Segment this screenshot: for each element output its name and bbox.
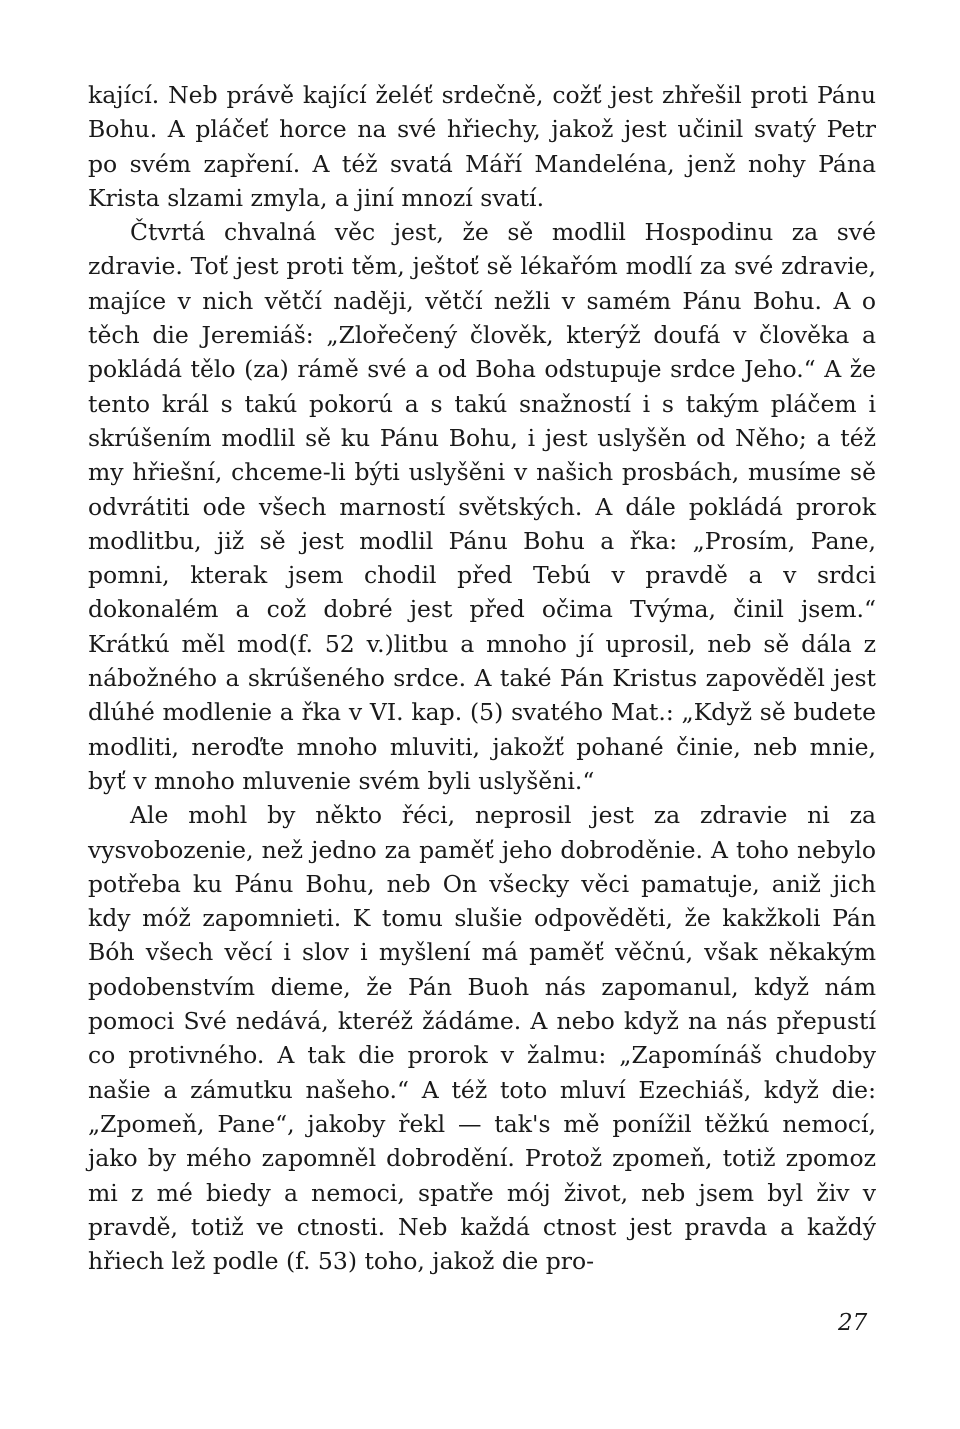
paragraph-2: Čtvrtá chvalná věc jest, že sě modlil Hospodinu za své zdravie. Toť jest proti těm, ještoť sě lékařóm modlí za své zdravie, majíce v nich větčí naději, větčí nežli v samém Pánu Bohu. A o těch die Jeremiáš: „Zlořečený člověk, kterýž doufá v člověka a pokládá tělo (za) rámě své a od Boha odstupuje srdce Jeho.“ A že tento král s takú pokorú a s takú snažností i s takým pláčem i skrúšením modlil sě ku Pánu Bohu, i jest uslyšěn od Něho; a též my hřiešní, chceme-li býti uslyšěni v našich prosbách, musíme sě odvrátiti ode všech marností světských. A dále pokládá prorok modlitbu, již sě jest modlil Pánu Bohu a řka: „Prosím, Pane, pomni, kterak jsem chodil před Tebú v pravdě a v srdci dokonalém a což dobré jest před očima Tvýma, činil jsem.“ Krátkú měl mod(f. 52 v.)litbu a mnoho jí uprosil, neb sě dála z nábožného a skrúšeného srdce. A také Pán Kristus zapověděl jest dlúhé modlenie a řka v VI. kap. (5) svatého Mat.: „Když sě budete modliti, neroďte mnoho mluviti, jakožť pohané činie, neb mnie, byť v mnoho mluvenie svém byli uslyšěni.“: [88, 218, 876, 795]
page-number: 27: [838, 1310, 868, 1336]
paragraph-3: Ale mohl by někto řéci, neprosil jest za zdravie ni za vysvobozenie, než jedno za paměť jeho dobroděnie. A toho nebylo potřeba ku Pánu Bohu, neb On všecky věci pamatuje, aniž jich kdy móž zapomnieti. K tomu slušie odpověděti, že kakžkoli Pán Bóh všech věcí i slov i myšlení má paměť věčnú, však někakým podobenstvím dieme, že Pán Buoh nás zapomanul, když nám pomoci Své nedává, kteréž žádáme. A nebo když na nás přepustí co protivného. A tak die prorok v žalmu: „Zapomínáš chudoby našie a zámutku našeho.“ A též toto mluví Ezechiáš, když die: „Zpomeň, Pane“, jakoby řekl — tak's mě ponížil těžkú nemocí, jako by mého zapomněl dobrodění. Protož zpomeň, totiž zpomoz mi z mé biedy a nemoci, spatře mój život, neb jsem byl živ v pravdě, totiž ve ctnosti. Neb každá ctnost jest pravda a každý hřiech lež podle (f. 53) toho, jakož die pro-: [88, 801, 876, 1276]
paragraph-1: kající. Neb právě kající želéť srdečně, cožť jest zhřešil proti Pánu Bohu. A pláčeť horce na své hřiechy, jakož jest učinil svatý Petr po svém zapření. A též svatá Máří Mandeléna, jenž nohy Pána Krista slzami zmyla, a jiní mnozí svatí.: [88, 81, 876, 212]
page-body: [88, 78, 876, 1278]
